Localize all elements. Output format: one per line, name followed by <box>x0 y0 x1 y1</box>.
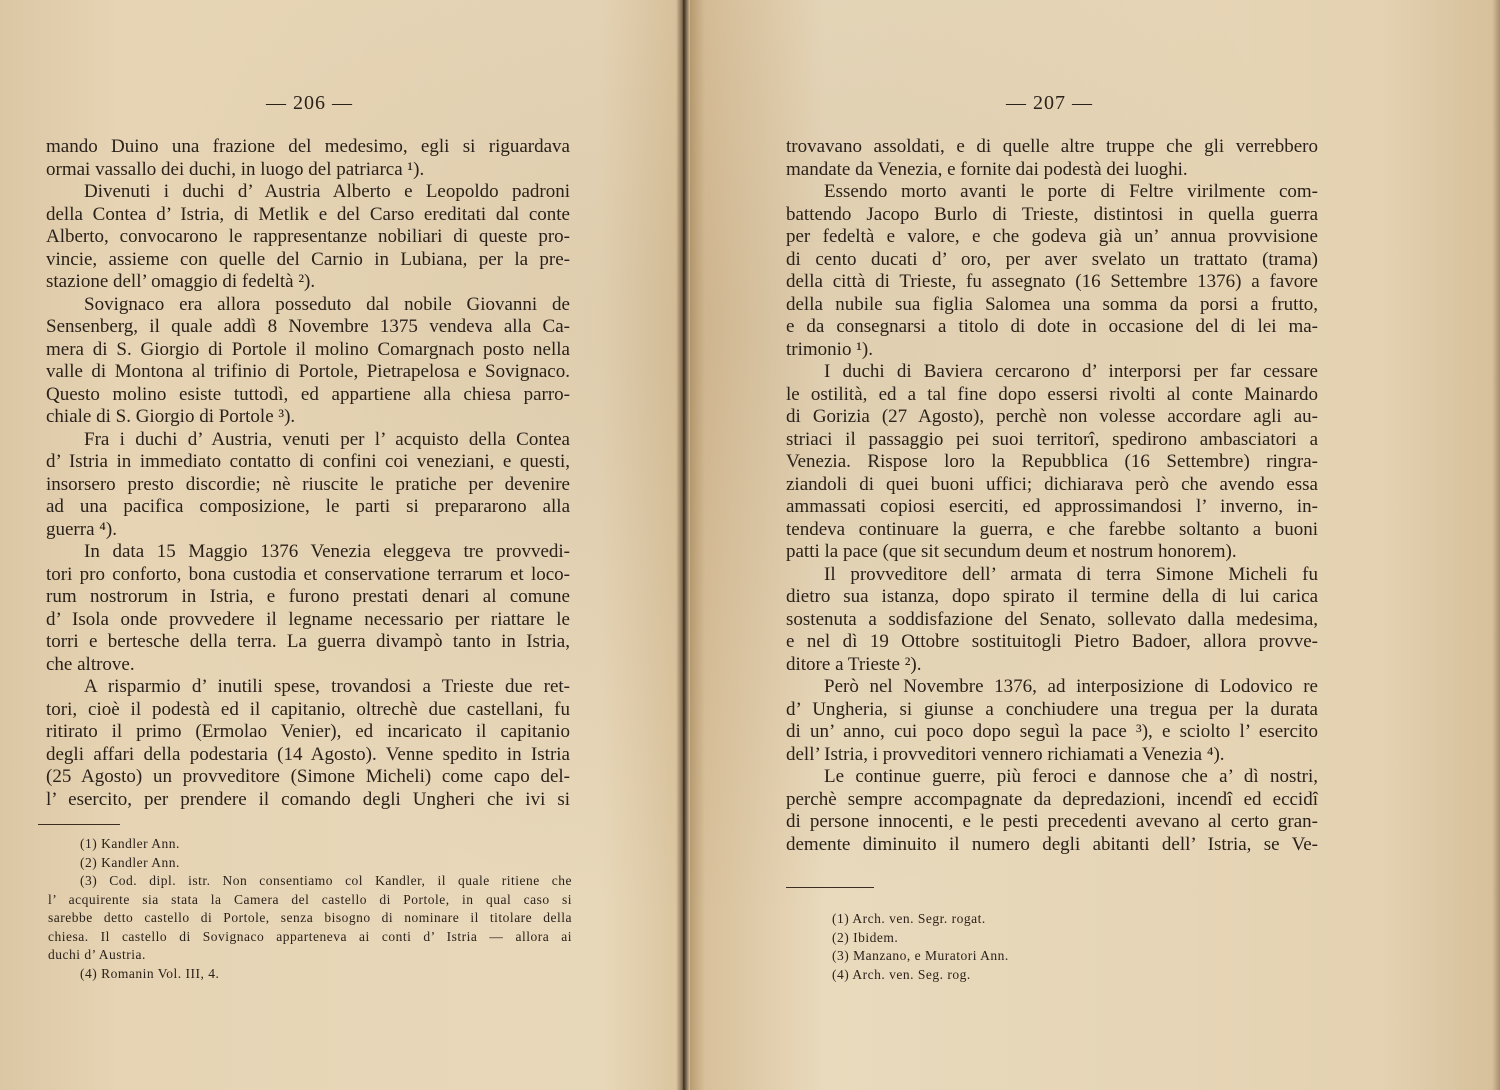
text-line: vincie, assieme con quelle del Carnio in Lubiana, per la pre- <box>46 248 570 270</box>
text-line: patti la pace (que sit secundum deum et nostrum honorem). <box>786 541 1237 562</box>
text-line: di cento ducati d’ oro, per aver svelato un trattato (trama) <box>786 248 1318 270</box>
text-line: mandate da Venezia, e fornite dai podestà dei luoghi. <box>786 158 1188 180</box>
text-line: In data 15 Maggio 1376 Venezia eleggeva tre provvedi- <box>84 541 570 562</box>
footnote-line: sarebbe detto castello di Portole, senza bisogno di nominare il titolare della <box>48 910 572 925</box>
text-line: I duchi di Baviera cercarono d’ interporsi per far cessare <box>824 361 1318 382</box>
text-line: della nubile sua figlia Salomea una somma da porsi a frutto, <box>786 293 1318 315</box>
text-line: e nel dì 19 Ottobre sostituitogli Pietro Badoer, allora provve- <box>786 631 1318 652</box>
text-line: della città di Trieste, fu assegnato (16 Settembre 1376) a favore <box>786 271 1318 292</box>
text-line: le ostilità, ed a tal fine dopo essersi rivolti al conte Mainardo <box>786 383 1318 405</box>
footnote-line: l’ acquirente sia stata la Camera del castello di Portole, in qual caso si <box>48 891 572 907</box>
text-line: dell’ Istria, i provveditori vennero richiamati a Venezia ⁴). <box>786 743 1225 765</box>
text-line: ritirato il primo (Ermolao Venier), ed incaricato il capitanio <box>46 721 570 742</box>
text-line: d’ Istria in immediato contatto di confini coi veneziani, e questi, <box>46 451 570 472</box>
text-line: Il provveditore dell’ armata di terra Simone Micheli fu <box>824 563 1318 585</box>
text-line: sostenuta a soddisfazione del Senato, sollevato dalla medesima, <box>786 608 1318 630</box>
text-line: perchè sempre accompagnate da depredazioni, incendî ed eccidî <box>786 788 1318 810</box>
text-line: per fedeltà e valore, e che godeva già un’ annua provvisione <box>786 226 1318 247</box>
footnote-line: (2) Kandler Ann. <box>80 854 180 870</box>
text-line: ditore a Trieste ²). <box>786 653 922 675</box>
text-line: tori, cioè il podestà ed il capitanio, oltrechè due castellani, fu <box>46 698 570 720</box>
text-line: ad una pacifica composizione, le parti si prepararono alla <box>46 496 570 517</box>
text-line: mera di S. Giorgio di Portole il molino Comargnach posto nella <box>46 338 570 360</box>
left-page-body <box>46 136 570 811</box>
text-line: valle di Montona al trifinio di Portole, Pietrapelosa e Sovignaco. <box>46 361 570 382</box>
page-edge <box>1492 0 1500 1090</box>
text-line: tendeva continuare la guerra, e che farebbe soltanto a buoni <box>786 518 1318 540</box>
text-line: trimonio ¹). <box>786 338 873 360</box>
footnote-line: (3) Cod. dipl. istr. Non consentiamo col Kandler, il quale ritiene che <box>80 873 572 888</box>
text-line: mando Duino una frazione del medesimo, egli si riguardava <box>46 136 570 157</box>
text-line: di Gorizia (27 Agosto), perchè non volesse accordare agli au- <box>786 406 1318 427</box>
text-line: ormai vassallo dei duchi, in luogo del patriarca ¹). <box>46 158 425 180</box>
page-number-207: — 207 — <box>1006 92 1093 114</box>
footnote-rule <box>786 887 874 888</box>
text-line: battendo Jacopo Burlo di Trieste, distintosi in quella guerra <box>786 203 1318 225</box>
text-line: Sovignaco era allora posseduto dal nobile Giovanni de <box>84 293 570 315</box>
text-line: l’ esercito, per prendere il comando degli Ungheri che ivi si <box>46 788 570 810</box>
right-page-body <box>786 136 1318 856</box>
text-line: Alberto, convocarono le rappresentanze nobiliari di queste pro- <box>46 226 570 247</box>
text-line: di un’ anno, cui poco dopo seguì la pace ³), e sciolto l’ esercito <box>786 721 1318 742</box>
text-line: ziandoli di quei buoni uffici; dichiarava però che avendo essa <box>786 473 1318 495</box>
text-line: rum nostrorum in Istria, e furono prestati denari al comune <box>46 586 570 607</box>
text-line: di persone innocenti, e le pesti precedenti avevano al certo gran- <box>786 811 1318 832</box>
text-line: ammassati copiosi eserciti, ed approssimandosi l’ inverno, in- <box>786 496 1318 517</box>
text-line: d’ Ungheria, si giunse a conchiudere una tregua per la durata <box>786 698 1318 720</box>
text-line: demente diminuito il numero degli abitanti dell’ Istria, se Ve- <box>786 833 1318 855</box>
text-line: chiale di S. Giorgio di Portole ³). <box>46 406 296 427</box>
footnote-line: (3) Manzano, e Muratori Ann. <box>832 948 1009 963</box>
text-line: stazione dell’ omaggio di fedeltà ²). <box>46 271 316 292</box>
text-line: Però nel Novembre 1376, ad interposizione di Lodovico re <box>824 676 1318 697</box>
text-line: Essendo morto avanti le porte di Feltre virilmente com- <box>824 181 1318 202</box>
page-number-206: — 206 — <box>266 92 353 114</box>
text-line: trovavano assoldati, e di quelle altre truppe che gli verrebbero <box>786 136 1318 157</box>
right-footnotes <box>800 910 1300 984</box>
footnote-line: (4) Romanin Vol. III, 4. <box>80 965 220 981</box>
footnote-line: (1) Arch. ven. Segr. rogat. <box>832 911 986 926</box>
text-line: e da consegnarsi a titolo di dote in occasione del di lei ma- <box>786 316 1318 337</box>
text-line: Questo molino esiste tuttodì, ed appartiene alla chiesa parro- <box>46 383 570 405</box>
footnote-line: chiesa. Il castello di Sovignaco apparteneva ai conti d’ Istria — allora ai <box>48 928 572 944</box>
text-line: (25 Agosto) un provveditore (Simone Micheli) come capo del- <box>46 766 570 787</box>
text-line: Sensenberg, il quale addì 8 Novembre 1375 vendeva alla Ca- <box>46 316 570 337</box>
footnote-line: (2) Ibidem. <box>832 929 899 945</box>
text-line: dietro sua istanza, dopo spirato il termine della di lui carica <box>786 586 1318 607</box>
footnote-line: (1) Kandler Ann. <box>80 836 180 851</box>
footnote-rule <box>38 824 120 825</box>
right-page <box>688 0 1500 1090</box>
text-line: della Contea d’ Istria, di Metlik e del Carso ereditati dal conte <box>46 203 570 225</box>
text-line: insorsero presto discordie; nè riuscite le pratiche per devenire <box>46 473 570 495</box>
left-footnotes <box>48 835 572 983</box>
text-line: tori pro conforto, bona custodia et conservatione terrarum et loco- <box>46 563 570 585</box>
left-page <box>0 0 682 1090</box>
text-line: guerra ⁴). <box>46 518 117 540</box>
text-line: Divenuti i duchi d’ Austria Alberto e Leopoldo padroni <box>84 181 570 202</box>
text-line: Fra i duchi d’ Austria, venuti per l’ acquisto della Contea <box>84 428 570 450</box>
text-line: A risparmio d’ inutili spese, trovandosi a Trieste due ret- <box>84 676 570 697</box>
text-line: degli affari della podestaria (14 Agosto). Venne spedito in Istria <box>46 743 570 765</box>
text-line: torri e bertesche della terra. La guerra divampò tanto in Istria, <box>46 631 570 652</box>
text-line: Venezia. Rispose loro la Repubblica (16 Settembre) ringra- <box>786 451 1318 472</box>
footnote-line: (4) Arch. ven. Seg. rog. <box>832 966 971 982</box>
footnote-line: duchi d’ Austria. <box>48 947 146 962</box>
text-line: d’ Isola onde provvedere il legname necessario per riattare le <box>46 608 570 630</box>
text-line: Le continue guerre, più feroci e dannose che a’ dì nostri, <box>824 766 1318 787</box>
text-line: che altrove. <box>46 653 135 675</box>
text-line: striaci il passaggio pei suoi territorî, spedirono ambasciatori a <box>786 428 1318 450</box>
